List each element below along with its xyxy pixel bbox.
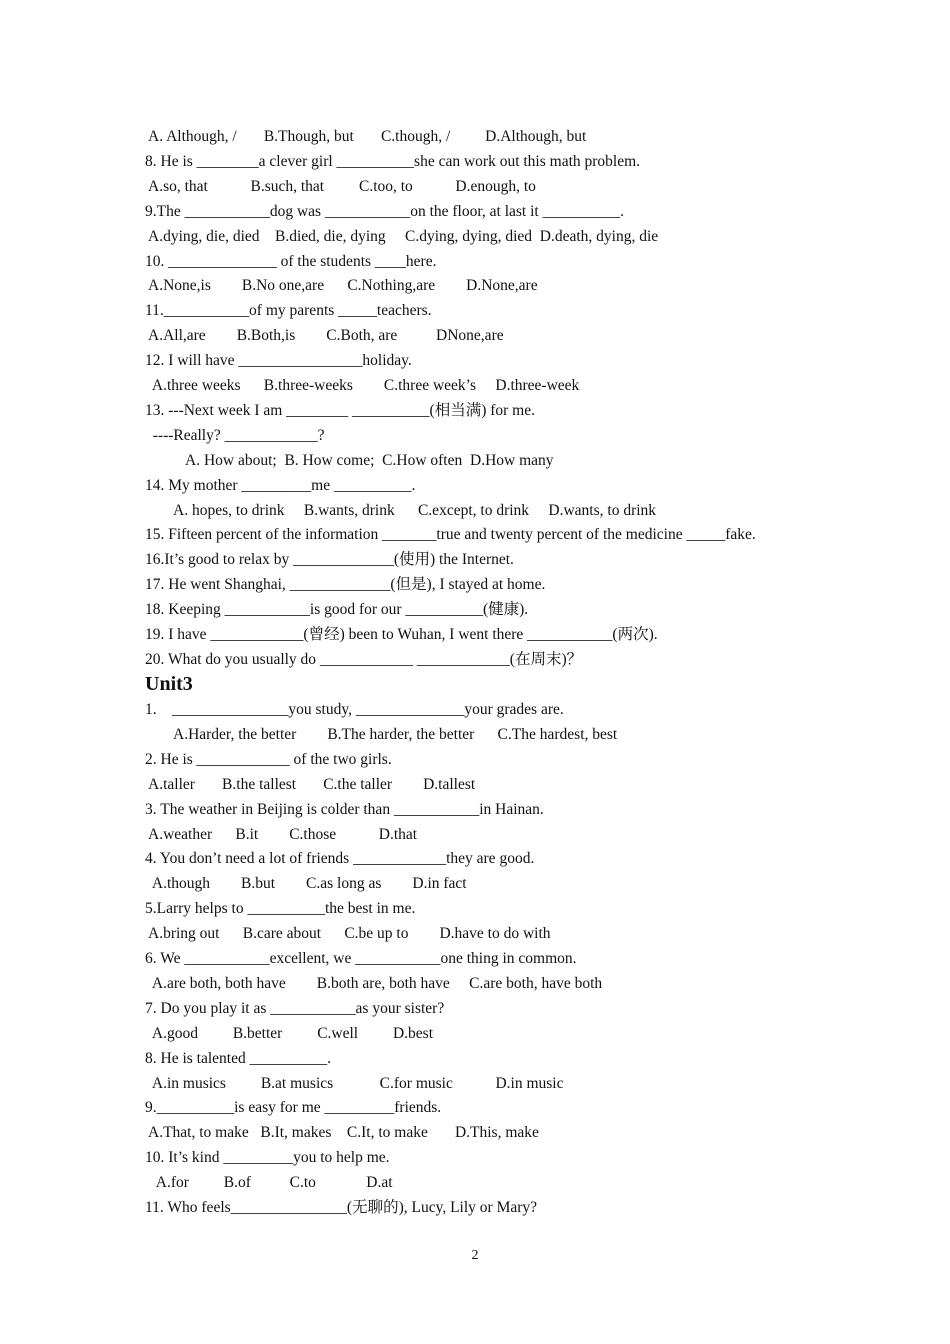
text-line: ----Really? ____________? (145, 426, 325, 444)
text-line: A.in musics B.at musics C.for music D.in music (145, 1074, 564, 1092)
text-line: A. Although, / B.Though, but C.though, / D.Although, but (145, 128, 587, 145)
text-line: 9.__________is easy for me _________friends. (145, 1099, 442, 1117)
text-line: A.good B.better C.well D.best (145, 1024, 434, 1042)
text-line: 4. You don’t need a lot of friends ____________they are good. (145, 850, 535, 868)
text-line: 13. ---Next week I am ________ __________(相当满) for me. (145, 401, 535, 419)
text-line: 17. He went Shanghai, _____________(但是), I stayed at home. (145, 576, 546, 594)
text-line: A.All,are B.Both,is C.Both, are DNone,are (145, 327, 504, 345)
text-line: A. hopes, to drink B.wants, drink C.except, to drink D.wants, to drink (173, 501, 657, 519)
text-line: 2. He is ____________ of the two girls. (145, 750, 392, 768)
text-line: 1. _______________you study, ______________your grades are. (145, 701, 564, 718)
text-line: 12. I will have ________________holiday. (145, 352, 412, 370)
text-line: 5.Larry helps to __________the best in me. (145, 900, 416, 918)
text-line: A.for B.of C.to D.at (145, 1174, 393, 1192)
text-line: A.though B.but C.as long as D.in fact (145, 875, 467, 893)
page-number: 2 (471, 1248, 479, 1263)
text-line: A.so, that B.such, that C.too, to D.enough, to (145, 177, 536, 195)
text-line: 18. Keeping ___________is good for our __________(健康). (145, 601, 529, 619)
text-line: A. How about; B. How come; C.How often D.How many (185, 451, 554, 469)
text-line: 7. Do you play it as ___________as your sister? (145, 999, 445, 1017)
text-line: 8. He is talented __________. (145, 1049, 331, 1067)
text-line: 3. The weather in Beijing is colder than ___________in Hainan. (145, 800, 544, 818)
text-line: A.three weeks B.three-weeks C.three week’s D.three-week (145, 377, 580, 394)
text-line: 15. Fifteen percent of the information _______true and twenty percent of the medicine _____fake. (145, 526, 756, 544)
text-line: A.Harder, the better B.The harder, the better C.The hardest, best (173, 725, 618, 743)
text-line: 11. Who feels_______________(无聊的), Lucy, Lily or Mary? (145, 1199, 538, 1216)
text-line: 20. What do you usually do ____________ ____________(在周末)？ (145, 650, 583, 668)
text-line: A.taller B.the tallest C.the taller D.tallest (145, 775, 476, 793)
text-line: 6. We ___________excellent, we ___________one thing in common. (145, 950, 577, 967)
text-line: 16.It’s good to relax by _____________(使用) the Internet. (145, 551, 514, 569)
text-line: A.weather B.it C.those D.that (145, 825, 418, 843)
text-line: 10. It’s kind _________you to help me. (145, 1149, 390, 1167)
text-line: A.None,is B.No one,are C.Nothing,are D.None,are (145, 277, 538, 295)
text-line: 11.___________of my parents _____teachers. (145, 302, 432, 320)
text-line: 9.The ___________dog was ___________on the floor, at last it __________. (145, 202, 624, 220)
section-heading: Unit3 (145, 673, 193, 695)
text-line: 8. He is ________a clever girl __________she can work out this math problem. (145, 152, 641, 170)
text-line: A.are both, both have B.both are, both have C.are both, have both (145, 974, 603, 992)
text-line: A.bring out B.care about C.be up to D.have to do with (145, 925, 551, 943)
text-line: A.dying, die, died B.died, die, dying C.dying, dying, died D.death, dying, die (145, 227, 659, 245)
text-line: 19. I have ____________(曾经) been to Wuhan, I went there ___________(两次). (145, 626, 658, 643)
text-line: 14. My mother _________me __________. (145, 476, 416, 494)
text-line: 10. ______________ of the students ____here. (145, 252, 437, 270)
text-line: A.That, to make B.It, makes C.It, to make D.This, make (145, 1124, 539, 1142)
